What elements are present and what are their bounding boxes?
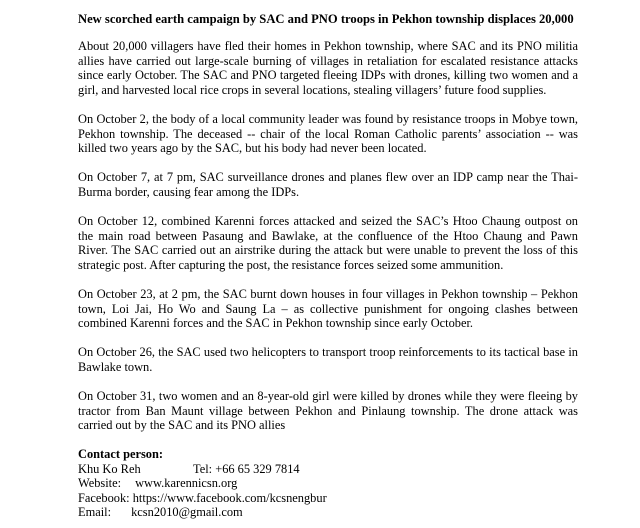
paragraph-oct-31: On October 31, two women and an 8-year-old girl were killed by drones while they were fleeing by tractor from Ban Maunt village between Pekhon and Pinlaung township. The drone attack was carried out by the SAC and its PNO allies (78, 389, 578, 433)
website-label: Website: (78, 476, 122, 491)
facebook-label: Facebook: (78, 490, 130, 505)
paragraph-oct-12: On October 12, combined Karenni forces attacked and seized the SAC’s Htoo Chaung outpost on the main road between Pasaung and Bawlake, at the confluence of the Htoo Chaung and Pawn River. The SAC carried out an airstrike during the attack but were unable to prevent the loss of this strategic post. After capturing the post, the resistance forces seized some ammunition. (78, 214, 578, 272)
tel-value: +66 65 329 7814 (215, 461, 300, 476)
contact-name-row (78, 462, 578, 477)
paragraph-intro: About 20,000 villagers have fled their homes in Pekhon township, where SAC and its PNO militia allies have carried out large-scale burning of villages in retaliation for escalated resistance attacks since early October. The SAC and PNO targeted fleeing IDPs with drones, killing two women and a girl, and harvested local rice crops in several locations, stealing villagers’ future food supplies. (78, 39, 578, 97)
website-link[interactable]: www.karennicsn.org (135, 476, 238, 491)
paragraph-oct-2: On October 2, the body of a local community leader was found by resistance troops in Mobye town, Pekhon township. The deceased -- chair of the local Roman Catholic parents’ association -- was killed two years ago by the SAC, but his body had never been located. (78, 111, 578, 156)
document-body (78, 12, 578, 448)
email-link[interactable]: kcsn2010@gmail.com (131, 505, 243, 520)
tel-label: Tel: (193, 461, 213, 476)
paragraph-oct-26: On October 26, the SAC used two helicopters to transport troop reinforcements to its tactical base in Bawlake town. (78, 345, 578, 375)
paragraph-oct-7: On October 7, at 7 pm, SAC surveillance drones and planes flew over an IDP camp near the Thai-Burma border, causing fear among the IDPs. (78, 170, 578, 199)
contact-name: Khu Ko Reh (78, 461, 141, 476)
email-label: Email: (78, 505, 112, 520)
contact-block (78, 447, 578, 520)
website-row (78, 476, 578, 491)
paragraph-oct-23: On October 23, at 2 pm, the SAC burnt down houses in four villages in Pekhon township – Pekhon town, Loi Jai, Ho Wo and Saung La – as collective punishment for ongoing clashes between combined Karenni forces and the SAC in Pekhon township since early October. (78, 287, 578, 331)
contact-heading: Contact person: (78, 447, 164, 461)
facebook-row (78, 491, 578, 506)
facebook-link[interactable]: https://www.facebook.com/kcsnengbur (132, 490, 327, 505)
email-row (78, 505, 578, 520)
document-title: New scorched earth campaign by SAC and PNO troops in Pekhon township displaces 20,000 (78, 12, 574, 26)
